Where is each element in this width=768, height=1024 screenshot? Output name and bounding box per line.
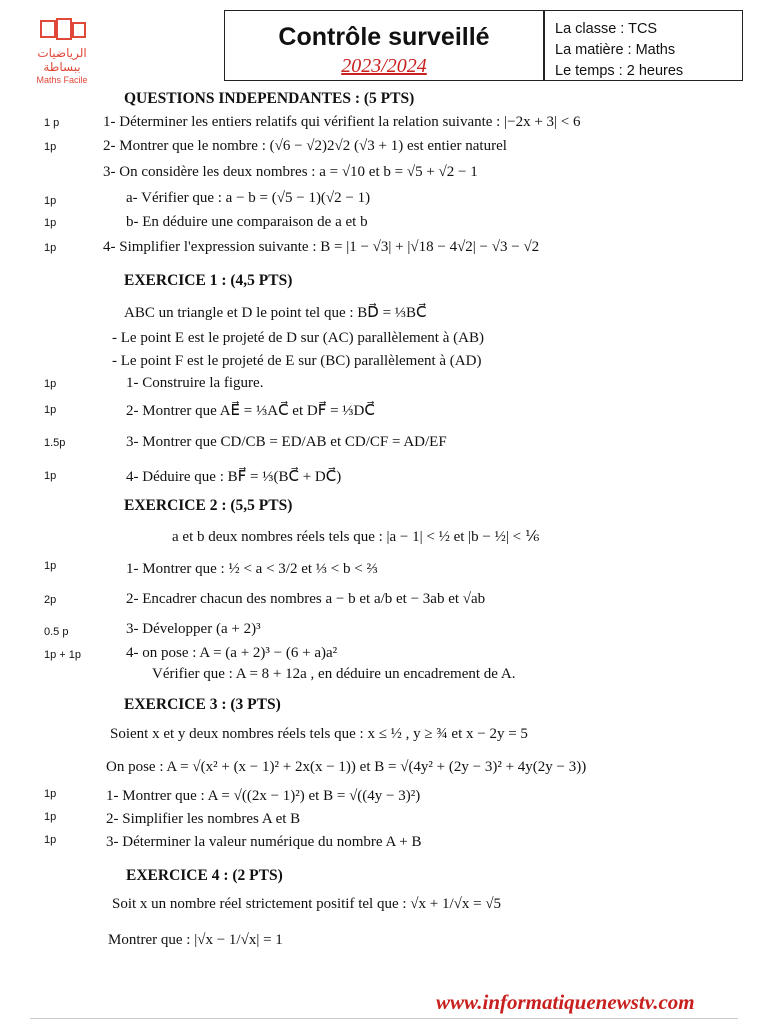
- points-q2: 1p: [44, 141, 57, 153]
- question-2: 2- Montrer que le nombre : (√6 − √2)2√2 (√3 + 1) est entier naturel: [103, 138, 507, 154]
- exercise-4-title: EXERCICE 4 : (2 PTS): [126, 867, 283, 884]
- points-e2-1: 1p: [44, 560, 57, 572]
- exercise-2-q1: 1- Montrer que : ½ < a < 3/2 et ⅓ < b < ⅔: [126, 561, 378, 577]
- points-e2-4: 1p + 1p: [44, 649, 82, 661]
- points-e1-2: 1p: [44, 404, 57, 416]
- points-q4: 1p: [44, 242, 57, 254]
- exercise-1-point-e: - Le point E est le projeté de D sur (AC) parallèlement à (AB): [112, 330, 484, 346]
- points-e1-4: 1p: [44, 470, 57, 482]
- exercise-1-q3: 3- Montrer que CD/CB = ED/AB et CD/CF = AD/EF: [126, 434, 447, 450]
- exercise-3-q2: 2- Simplifier les nombres A et B: [106, 811, 301, 827]
- subject-info: La matière : Maths: [555, 42, 676, 58]
- exercise-1-intro: ABC un triangle et D le point tel que : BD⃗ = ⅓BC⃗: [124, 305, 427, 321]
- exercise-3-definitions: On pose : A = √(x² + (x − 1)² + 2x(x − 1)) et B = √(4y² + (2y − 3)² + 4y(2y − 3)): [106, 759, 587, 775]
- section-questions-title: QUESTIONS INDEPENDANTES : (5 PTS): [124, 90, 415, 107]
- site-logo: [22, 18, 102, 85]
- exercise-3-q1: 1- Montrer que : A = √((2x − 1)²) et B = √((4y − 3)²): [106, 788, 421, 804]
- exercise-2-q4b: Vérifier que : A = 8 + 12a , en déduire un encadrement de A.: [152, 666, 516, 682]
- exercise-4-intro: Soit x un nombre réel strictement positif tel que : √x + 1/√x = √5: [112, 896, 502, 912]
- points-e3-2: 1p: [44, 811, 57, 823]
- points-e2-2: 2p: [44, 594, 57, 606]
- exercise-1-q4: 4- Déduire que : BF⃗ = ⅓(BC⃗ + DC⃗): [126, 469, 342, 485]
- points-q3a: 1p: [44, 195, 57, 207]
- points-e1-3: 1.5p: [44, 437, 66, 449]
- duration-info: Le temps : 2 heures: [555, 63, 684, 79]
- exercise-2-q2: 2- Encadrer chacun des nombres a − b et a/b et − 3ab et √ab: [126, 591, 486, 607]
- school-year: 2023/2024: [341, 55, 427, 77]
- question-3b: b- En déduire une comparaison de a et b: [126, 214, 368, 230]
- exam-header: [224, 10, 743, 81]
- website-watermark: www.informatiquenewstv.com: [436, 990, 695, 1014]
- points-e2-3: 0.5 p: [44, 626, 69, 638]
- math-logo-icon: [40, 18, 86, 40]
- question-1: 1- Déterminer les entiers relatifs qui vérifient la relation suivante : |−2x + 3| < 6: [103, 114, 581, 130]
- points-e1-1: 1p: [44, 378, 57, 390]
- exercise-2-q4: 4- on pose : A = (a + 2)³ − (6 + a)a²: [126, 645, 338, 661]
- question-3: 3- On considère les deux nombres : a = √10 et b = √5 + √2 − 1: [103, 164, 478, 180]
- exercise-2-title: EXERCICE 2 : (5,5 PTS): [124, 497, 293, 514]
- question-4: 4- Simplifier l'expression suivante : B = |1 − √3| + |√18 − 4√2| − √3 − √2: [103, 239, 540, 255]
- exercise-1-q2: 2- Montrer que AE⃗ = ⅓AC⃗ et DF⃗ = ⅓DC⃗: [126, 403, 375, 419]
- logo-arabic-text: الرياضيات ببساطة: [37, 46, 87, 74]
- exercise-3-title: EXERCICE 3 : (3 PTS): [124, 696, 281, 713]
- exercise-4-question: Montrer que : |√x − 1/√x| = 1: [108, 932, 283, 948]
- footer-divider: [30, 1018, 738, 1019]
- points-e3-1: 1p: [44, 788, 57, 800]
- exercise-1-point-f: - Le point F est le projeté de E sur (BC) parallèlement à (AD): [112, 353, 482, 369]
- exercise-3-intro: Soient x et y deux nombres réels tels que : x ≤ ½ , y ≥ ¾ et x − 2y = 5: [110, 726, 528, 742]
- points-q1: 1 p: [44, 117, 60, 129]
- question-3a: a- Vérifier que : a − b = (√5 − 1)(√2 − 1): [126, 190, 371, 206]
- exercise-1-title: EXERCICE 1 : (4,5 PTS): [124, 272, 293, 289]
- exam-title: Contrôle surveillé: [278, 23, 490, 51]
- logo-latin-text: Maths Facile: [36, 75, 88, 85]
- class-info: La classe : TCS: [555, 21, 658, 37]
- points-q3b: 1p: [44, 217, 57, 229]
- points-e3-3: 1p: [44, 834, 57, 846]
- exercise-3-q3: 3- Déterminer la valeur numérique du nombre A + B: [106, 834, 422, 850]
- exercise-2-intro: a et b deux nombres réels tels que : |a − 1| < ½ et |b − ½| < ⅙: [172, 529, 540, 545]
- exercise-1-q1: 1- Construire la figure.: [126, 375, 264, 391]
- header-divider: [543, 11, 545, 80]
- exercise-2-q3: 3- Développer (a + 2)³: [126, 621, 261, 637]
